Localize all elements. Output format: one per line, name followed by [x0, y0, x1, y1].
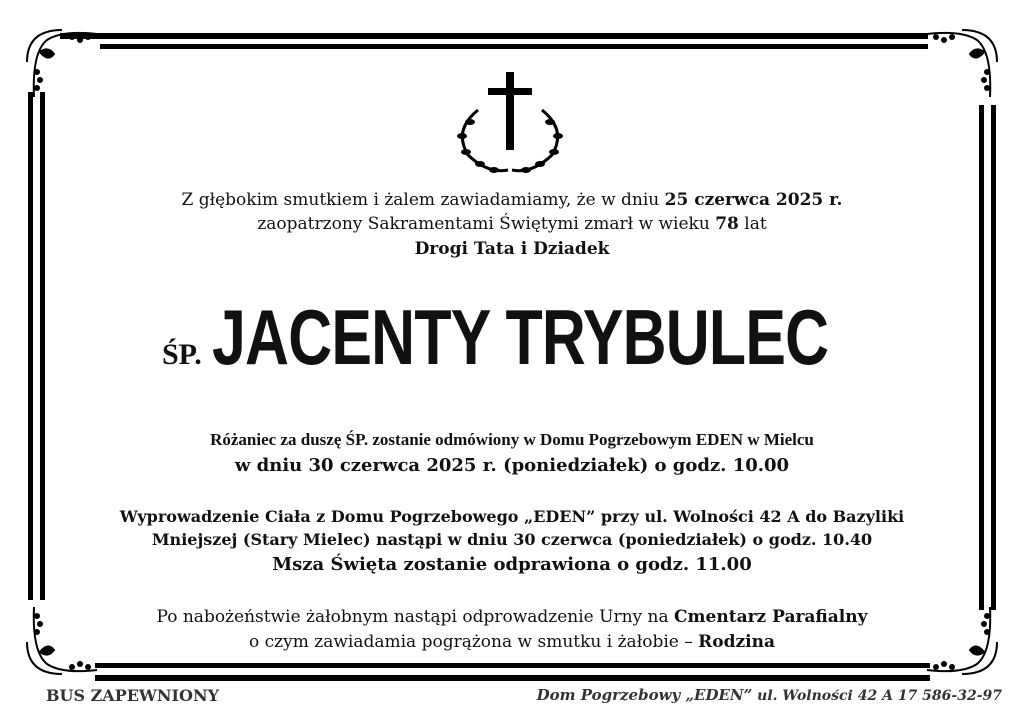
funeral-home-info: [537, 686, 1002, 704]
border-top-outer: [60, 33, 928, 39]
bus-notice: BUS ZAPEWNIONY: [46, 686, 219, 705]
announcement-text: Z głębokim smutkiem i żalem zawiadamiamy, że w dniu: [181, 190, 665, 210]
floral-corner-ornament: [922, 22, 1002, 102]
announcement-line-1: [0, 188, 1024, 212]
deceased-name-row: [0, 292, 1024, 383]
funeral-home-name: Dom Pogrzebowy „EDEN”: [536, 686, 753, 704]
announcement-text: zaopatrzony Sakramentami Świętymi zmarł w wieku: [257, 214, 716, 234]
relationship-line: [0, 237, 1024, 261]
burial-line-2: [0, 630, 1024, 654]
death-date: 25 czerwca 2025 r.: [664, 190, 843, 210]
age: 78: [715, 214, 739, 234]
border-bottom-inner: [95, 663, 930, 668]
mass-time: Msza Święta zostanie odprawiona o godz. 11.00: [272, 554, 752, 575]
deceased-name: JACENTY TRYBULEC: [211, 293, 829, 381]
procession-line-2: Mniejszej (Stary Mielec) nastąpi w dniu 30 czerwca (poniedziałek) o godz. 10.40: [151, 530, 873, 549]
relationship-text: Drogi Tata i Dziadek: [414, 239, 610, 259]
cross-icon: [448, 70, 572, 180]
rosary-line-1: Różaniec za duszę ŚP. zostanie odmówiony w Domu Pogrzebowym EDEN w Mielcu: [210, 430, 814, 449]
funeral-home-address: ul. Wolności 42 A 17 586-32-97: [752, 688, 1002, 704]
procession-line-1: Wyprowadzenie Ciała z Domu Pogrzebowego „EDEN” przy ul. Wolności 42 A do Bazyliki: [119, 507, 905, 526]
burial-text: o czym zawiadamia pogrążona w smutku i żałobie –: [249, 632, 699, 652]
floral-corner-ornament: [22, 22, 102, 102]
cemetery-name: Cmentarz Parafialny: [674, 607, 868, 627]
announcement-line-2: [0, 212, 1024, 236]
prefix-sp: ŚP.: [162, 338, 202, 371]
burial-text: Po nabożeństwie żałobnym nastąpi odprowadzenie Urny na: [156, 607, 675, 627]
rosary-line-2: w dniu 30 czerwca 2025 r. (poniedziałek) o godz. 10.00: [234, 455, 790, 476]
burial-line-1: [0, 605, 1024, 629]
announcement-text: lat: [738, 214, 767, 234]
border-bottom-outer: [95, 675, 930, 681]
family-signature: Rodzina: [698, 632, 775, 652]
border-top-inner: [100, 44, 928, 49]
